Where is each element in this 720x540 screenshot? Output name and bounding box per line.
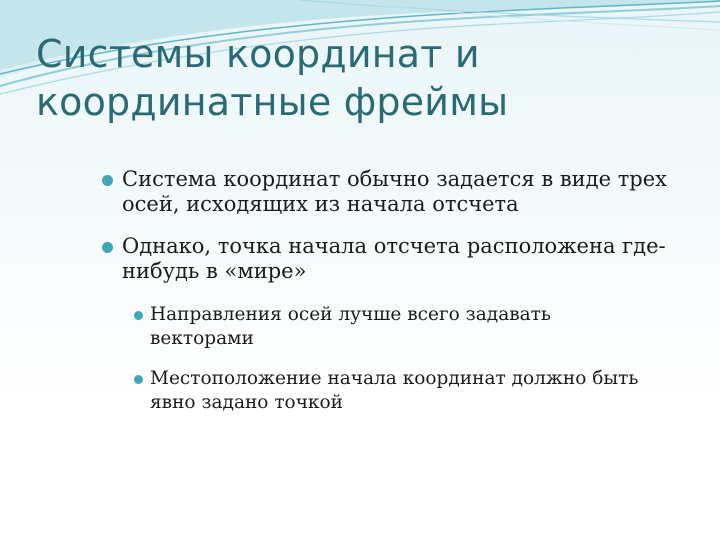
sub-bullet-dot-icon	[134, 375, 143, 384]
bullet-2-line-2: нибудь в «мире»	[122, 259, 307, 283]
sub-bullet-2-line-1: Местоположение начала координат должно быть	[150, 368, 639, 389]
sub-bullet-dot-icon	[134, 311, 143, 320]
sub-bullet-item-2	[134, 367, 704, 415]
sub-bullet-1-line-2: векторами	[150, 328, 254, 349]
bullet-1-line-2: осей, исходящих из начала отсчета	[122, 192, 519, 216]
bullet-dot-icon	[102, 175, 113, 186]
sub-bullet-text-1	[150, 303, 551, 351]
sub-bullet-2-line-2: явно задано точкой	[150, 392, 343, 413]
bullet-text-1	[122, 167, 667, 217]
bullet-item-2	[102, 234, 702, 284]
sub-bullet-1-line-1: Направления осей лучше всего задавать	[150, 304, 551, 325]
bullet-dot-icon	[102, 242, 113, 253]
bullet-1-line-1: Система координат обычно задается в виде трех	[122, 167, 668, 191]
sub-bullet-item-1	[134, 303, 704, 351]
bullet-item-1	[102, 167, 702, 217]
slide-title-line-2: координатные фреймы	[36, 80, 509, 124]
slide-title-line-1: Системы координат и	[36, 32, 480, 76]
sub-bullet-text-2	[150, 367, 638, 415]
bullet-text-2	[122, 234, 666, 284]
bullet-2-line-1: Однако, точка начала отсчета расположена где-	[122, 234, 666, 258]
